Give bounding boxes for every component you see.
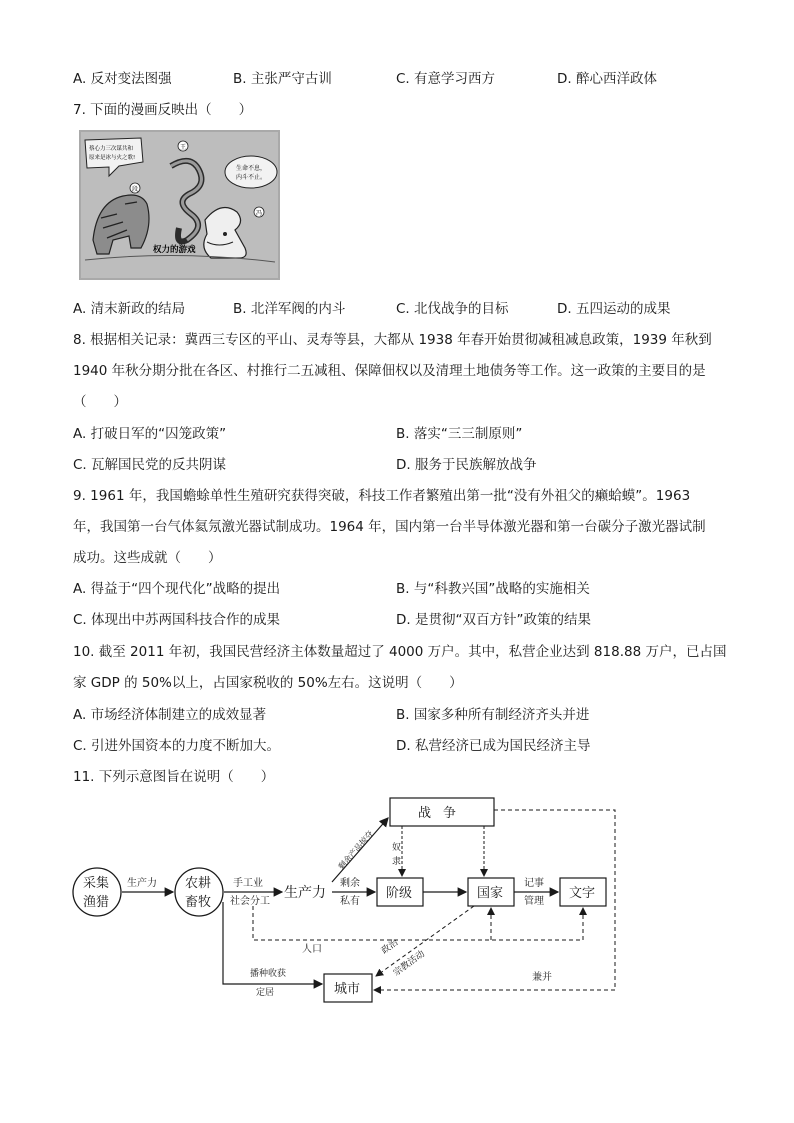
q8-option-d: D. 服务于民族解放战争 [396,457,537,473]
q7-option-c: C. 北伐战争的目标 [396,301,509,317]
q8-option-a: A. 打破日军的“囚笼政策” [73,426,227,442]
q8-option-b: B. 落实“三三制原则” [396,426,523,442]
q9-line-1: 9. 1961 年，我国蟾蜍单性生殖研究获得突破，科技工作者繁殖出第一批“没有外祖父的癞蛤蟆”。1963 [73,488,691,504]
handcraft-label: 手工业 [233,878,263,889]
q6-option-b: B. 主张严守古训 [233,71,332,87]
division-label: 社会分工 [230,896,270,907]
hunting-label-top: 采集 [83,876,110,891]
cartoon-bubble-right: 生命不息， 内斗不止。 [236,165,267,181]
q9-line-2: 年，我国第一台气体氦氖激光器试制成功。1964 年，国内第一台半导体激光器和第一台碳分子激光器试制 [73,519,706,535]
hunting-label-bottom: 渔猎 [83,895,110,910]
q6-option-c: C. 有意学习西方 [396,71,496,87]
cartoon-bubble-left: 蔡心力三次谋共和 原来是冰与火之歌! [89,146,136,161]
cartoon-tag-top: 王 [180,144,187,151]
religion-label: 宗教活动 [391,949,427,979]
q8-line-3: （ ） [73,394,127,410]
q10-option-a: A. 市场经济体制建立的成效显著 [73,707,267,723]
q10-option-d: D. 私营经济已成为国民经济主导 [396,738,591,754]
q10-line-1: 10. 截至 2011 年初，我国民营经济主体数量超过了 4000 万户。其中，私营企业达到 818.88 万户，已占国 [73,644,727,660]
private-label: 私有 [340,896,360,907]
q9-line-3: 成功。这些成就（ ） [73,550,222,566]
q8-line-1: 8. 根据相关记录：冀西三专区的平山、灵寿等县，大都从 1938 年春开始贯彻减租减息政策，1939 年秋到 [73,332,712,348]
q9-option-d: D. 是贯彻“双百方针”政策的结果 [396,612,591,628]
q11-stem: 11. 下列示意图旨在说明（ ） [73,769,275,785]
farming-label-top: 农耕 [185,876,212,891]
q7-option-d: D. 五四运动的成果 [557,301,671,317]
q7-option-b: B. 北洋军阀的内斗 [233,301,346,317]
q7-option-a: A. 清末新政的结局 [73,301,186,317]
writing-label: 文字 [569,886,596,901]
q6-option-d: D. 醉心西洋政体 [557,71,657,87]
cartoon-power-game [79,130,280,280]
q10-option-b: B. 国家多种所有制经济齐头并进 [396,707,590,723]
q6-option-a: A. 反对变法图强 [73,71,172,87]
cartoon-caption: 权力的游戏 [153,245,196,255]
slave-label-a: 奴 [392,843,402,853]
arrow-productivity-label: 生产力 [127,878,157,889]
plunder-label: 剩余产品掠夺 [336,829,376,872]
annex-label: 兼并 [532,972,552,983]
q8-line-2: 1940 年秋分期分批在各区、村推行二五减租、保障佃权以及清理土地债务等工作。这一政策的主要目的是 [73,363,706,379]
q9-option-c: C. 体现出中苏两国科技合作的成果 [73,612,281,628]
population-label: 人口 [302,944,322,955]
productivity-node: 生产力 [284,885,326,901]
q10-line-2: 家 GDP 的 50%以上，占国家税收的 50%左右。这说明（ ） [73,675,463,691]
sow-label: 播种收获 [250,969,287,979]
settle-label: 定居 [256,988,275,998]
record-label: 记事 [524,878,544,889]
q9-option-a: A. 得益于“四个现代化”战略的提出 [73,581,281,597]
farming-label-bottom: 畜牧 [185,895,212,910]
cartoon-tag-right: 冯 [256,210,263,217]
q10-option-c: C. 引进外国资本的力度不断加大。 [73,738,281,754]
slave-label-b: 隶 [392,857,402,867]
politics-label: 政治 [379,937,401,957]
civilization-diagram [70,790,630,1010]
cartoon-tag-left: 段 [132,186,139,193]
q8-option-c: C. 瓦解国民党的反共阴谋 [73,457,227,473]
city-label: 城市 [334,982,361,997]
q9-option-b: B. 与“科教兴国”战略的实施相关 [396,581,590,597]
state-label: 国家 [477,886,504,901]
class-label: 阶级 [386,886,413,901]
surplus-label: 剩余 [340,878,360,889]
war-label: 战争 [418,806,469,821]
q7-stem: 7. 下面的漫画反映出（ ） [73,102,253,118]
manage-label: 管理 [524,896,544,907]
